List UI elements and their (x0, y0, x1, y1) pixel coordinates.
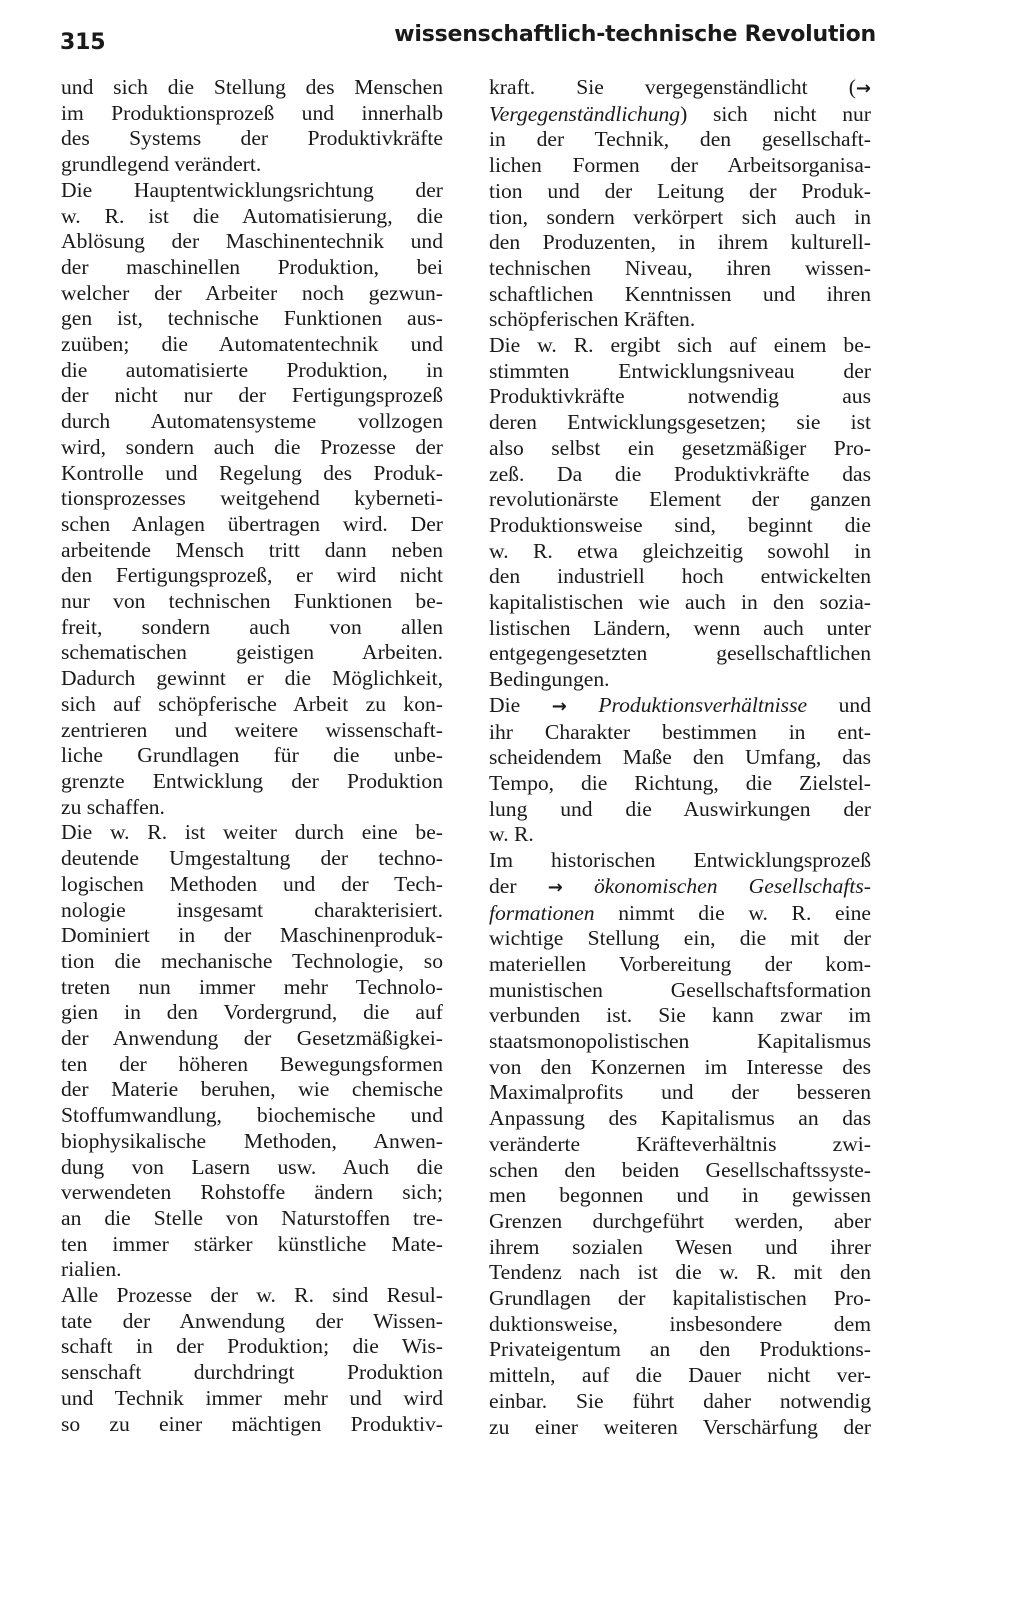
text-line: nologie insgesamt charakterisiert. (61, 897, 443, 922)
text-line: den Fertigungsprozeß, er wird nicht (61, 563, 443, 588)
text-line: gien in den Vordergrund, die auf (61, 1000, 443, 1025)
text-line: men begonnen und in gewissen (489, 1183, 871, 1208)
text-line: deutende Umgestaltung der techno- (61, 846, 443, 871)
text-line: schen Anlagen übertragen wird. Der (61, 511, 443, 536)
text-line: schaft in der Produktion; die Wis- (61, 1334, 443, 1359)
running-title: wissenschaftlich-technische Revolution (394, 22, 876, 47)
text-line: und sich die Stellung des Menschen (61, 75, 443, 99)
text-line: materiellen Vorbereitung der kom- (489, 951, 871, 976)
text-line: ihr Charakter bestimmen in ent- (489, 719, 871, 744)
text-line: kraft. Sie vergegenständlicht (→ (489, 75, 871, 99)
text-line: durch Automatensysteme vollzogen (61, 409, 443, 434)
text-line: arbeitende Mensch tritt dann neben (61, 537, 443, 562)
text-line: die automatisierte Produktion, in (61, 357, 443, 382)
text-line: Vergegenständlichung) sich nicht nur (489, 101, 871, 126)
text-line: zeß. Da die Produktivkräfte das (489, 461, 871, 486)
text-line: Privateigentum an den Produktions- (489, 1337, 871, 1362)
text-line: zentrieren und weitere wissenschaft- (61, 717, 443, 742)
text-line: Die → Produktionsverhältnisse und (489, 692, 871, 717)
text-line: ten der höheren Bewegungsformen (61, 1051, 443, 1076)
text-line: der → ökonomischen Gesellschafts- (489, 873, 871, 898)
text-line: Die w. R. ergibt sich auf einem be- (489, 333, 871, 358)
text-line: Tendenz nach ist die w. R. mit den (489, 1260, 871, 1285)
text-line: zu schaffen. (61, 794, 165, 819)
text-line: logischen Methoden und der Tech- (61, 871, 443, 896)
text-line: und Technik immer mehr und wird (61, 1385, 443, 1410)
text-line: so zu einer mächtigen Produktiv- (61, 1411, 443, 1436)
text-line: den Produzenten, in ihrem kulturell- (489, 230, 871, 255)
text-line: ihrem sozialen Wesen und ihrer (489, 1234, 871, 1259)
text-line: welcher der Arbeiter noch gezwun- (61, 280, 443, 305)
text-line: entgegengesetzten gesellschaftlichen (489, 641, 871, 666)
text-line: Die Hauptentwicklungsrichtung der (61, 177, 443, 202)
text-line: Grenzen durchgeführt werden, aber (489, 1208, 871, 1233)
text-line: liche Grundlagen für die unbe- (61, 743, 443, 768)
text-line: an die Stelle von Naturstoffen tre- (61, 1205, 443, 1230)
text-line: mitteln, auf die Dauer nicht ver- (489, 1363, 871, 1388)
text-line: Maximalprofits und der besseren (489, 1080, 871, 1105)
text-line: listischen Ländern, wenn auch unter (489, 615, 871, 640)
text-line: Produktionsweise sind, beginnt die (489, 512, 871, 537)
text-line: den industriell hoch entwickelten (489, 564, 871, 589)
text-line: Stoffumwandlung, biochemische und (61, 1103, 443, 1128)
text-line: Im historischen Entwicklungsprozeß (489, 848, 871, 873)
text-line: der maschinellen Produktion, bei (61, 254, 443, 279)
text-line: Bedingungen. (489, 667, 610, 692)
text-line: schen den beiden Gesellschaftssyste- (489, 1157, 871, 1182)
text-line: in der Technik, den gesellschaft- (489, 127, 871, 152)
text-line: w. R. etwa gleichzeitig sowohl in (489, 538, 871, 563)
text-line: w. R. (489, 822, 534, 847)
text-line: der Materie beruhen, wie chemische (61, 1077, 443, 1102)
text-line: formationen nimmt die w. R. eine (489, 900, 871, 925)
text-line: schematischen geistigen Arbeiten. (61, 640, 443, 665)
text-line: dung von Lasern usw. Auch die (61, 1154, 443, 1179)
text-line: wird, sondern auch die Prozesse der (61, 434, 443, 459)
text-line: des Systems der Produktivkräfte (61, 126, 443, 151)
text-line: munistischen Gesellschaftsformation (489, 977, 871, 1002)
cross-reference-link[interactable]: Produktionsverhältnisse (598, 692, 808, 717)
text-line: also selbst ein gesetzmäßiger Pro- (489, 435, 871, 460)
text-line: staatsmonopolistischen Kapitalismus (489, 1029, 871, 1054)
text-line: ten immer stärker künstliche Mate- (61, 1231, 443, 1256)
text-line: Die w. R. ist weiter durch eine be- (61, 820, 443, 845)
text-line: duktionsweise, insbesondere dem (489, 1311, 871, 1336)
text-line: w. R. ist die Automatisierung, die (61, 203, 443, 228)
text-line: Ablösung der Maschinentechnik und (61, 229, 443, 254)
cross-reference-arrow-icon: → (547, 876, 563, 898)
text-line: zu einer weiteren Verschärfung der (489, 1414, 871, 1439)
text-line: im Produktionsprozeß und innerhalb (61, 100, 443, 125)
text-line: sich auf schöpferische Arbeit zu kon- (61, 691, 443, 716)
text-line: tionsprozesses weitgehend kyberneti- (61, 486, 443, 511)
text-line: Dadurch gewinnt er die Möglichkeit, (61, 666, 443, 691)
cross-reference-link[interactable]: formationen (489, 900, 595, 925)
text-line: wichtige Stellung ein, die mit der (489, 926, 871, 951)
text-line: treten nun immer mehr Technolo- (61, 974, 443, 999)
cross-reference-link[interactable]: Vergegenständlichung (489, 101, 681, 126)
text-line: revolutionärste Element der ganzen (489, 487, 871, 512)
text-line: freit, sondern auch von allen (61, 614, 443, 639)
text-line: Tempo, die Richtung, die Zielstel- (489, 770, 871, 795)
text-line: Produktivkräfte notwendig aus (489, 384, 871, 409)
text-line: lung und die Auswirkungen der (489, 796, 871, 821)
text-line: tion die mechanische Technologie, so (61, 948, 443, 973)
text-line: verbunden ist. Sie kann zwar im (489, 1003, 871, 1028)
text-line: Anpassung des Kapitalismus an das (489, 1106, 871, 1131)
text-line: der Anwendung der Gesetzmäßigkei- (61, 1026, 443, 1051)
page-number: 315 (60, 30, 106, 55)
text-line: einbar. Sie führt daher notwendig (489, 1388, 871, 1413)
text-line: nur von technischen Funktionen be- (61, 589, 443, 614)
text-line: tate der Anwendung der Wissen- (61, 1308, 443, 1333)
text-line: gen ist, technische Funktionen aus- (61, 306, 443, 331)
cross-reference-link[interactable]: ökonomischen Gesellschafts- (593, 873, 871, 898)
text-line: rialien. (61, 1257, 122, 1282)
text-line: von den Konzernen im Interesse des (489, 1054, 871, 1079)
text-line: schaftlichen Kenntnissen und ihren (489, 281, 871, 306)
left-column (61, 75, 443, 1437)
text-line: stimmten Entwicklungsniveau der (489, 358, 871, 383)
text-line: scheidendem Maße den Umfang, das (489, 745, 871, 770)
text-line: deren Entwicklungsgesetzen; sie ist (489, 410, 871, 435)
cross-reference-arrow-icon: → (551, 695, 567, 717)
text-line: biophysikalische Methoden, Anwen- (61, 1128, 443, 1153)
text-line: der nicht nur der Fertigungsprozeß (61, 383, 443, 408)
text-line: lichen Formen der Arbeitsorganisa- (489, 153, 871, 178)
text-line: veränderte Kräfteverhältnis zwi- (489, 1131, 871, 1156)
text-line: verwendeten Rohstoffe ändern sich; (61, 1180, 443, 1205)
text-line: kapitalistischen wie auch in den sozia- (489, 590, 871, 615)
text-line: zuüben; die Automatentechnik und (61, 332, 443, 357)
text-line: grundlegend verändert. (61, 152, 262, 177)
cross-reference-arrow-icon: → (855, 78, 871, 99)
text-line: senschaft durchdringt Produktion (61, 1360, 443, 1385)
text-line: grenzte Entwicklung der Produktion (61, 768, 443, 793)
text-line: Alle Prozesse der w. R. sind Resul- (61, 1283, 443, 1308)
text-line: Dominiert in der Maschinenproduk- (61, 923, 443, 948)
text-line: tion, sondern verkörpert sich auch in (489, 204, 871, 229)
text-line: technischen Niveau, ihren wissen- (489, 255, 871, 280)
page-header (60, 22, 876, 58)
text-line: Grundlagen der kapitalistischen Pro- (489, 1286, 871, 1311)
right-column (489, 75, 871, 1440)
text-line: Kontrolle und Regelung des Produk- (61, 460, 443, 485)
text-line: schöpferischen Kräften. (489, 307, 696, 332)
text-line: tion und der Leitung der Produk- (489, 178, 871, 203)
